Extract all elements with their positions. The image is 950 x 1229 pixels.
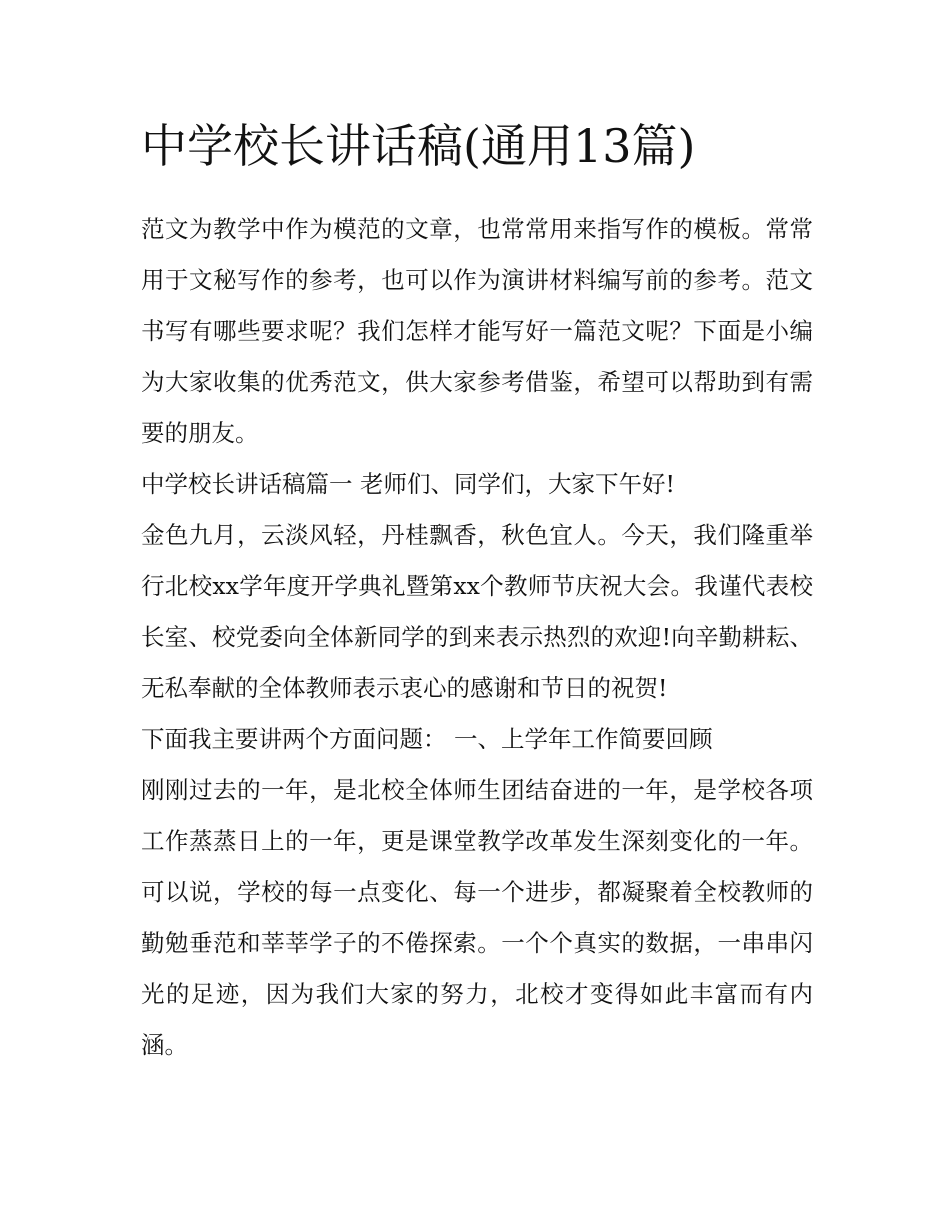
paragraph-greeting: 中学校长讲话稿篇一 老师们、同学们，大家下午好! — [141, 470, 675, 498]
document-body — [141, 112, 813, 1071]
paragraph-opening: 金色九月，云淡风轻，丹桂飘香，秋色宜人。今天，我们隆重举行北校xx学年度开学典礼暨第xx个教师节庆祝大会。我谨代表校长室、校党委向全体新同学的到来表示热烈的欢迎!向辛勤耕耘、无私奉献的全体教师表示衷心的感谢和节日的祝贺! — [141, 521, 813, 702]
paragraph-outline: 下面我主要讲两个方面问题： 一、上学年工作简要回顾 — [141, 725, 713, 753]
document-title: 中学校长讲话稿(通用13篇) — [141, 119, 696, 173]
paragraph-intro: 范文为教学中作为模范的文章，也常常用来指写作的模板。常常用于文秘写作的参考，也可以作为演讲材料编写前的参考。范文书写有哪些要求呢？我们怎样才能写好一篇范文呢？下面是小编为大家收集的优秀范文，供大家参考借鉴，希望可以帮助到有需要的朋友。 — [141, 215, 813, 447]
paragraph-review: 刚刚过去的一年，是北校全体师生团结奋进的一年，是学校各项工作蒸蒸日上的一年，更是课堂教学改革发生深刻变化的一年。可以说，学校的每一点变化、每一个进步，都凝聚着全校教师的勤勉垂范和莘莘学子的不倦探索。一个个真实的数据，一串串闪光的足迹，因为我们大家的努力，北校才变得如此丰富而有内涵。 — [141, 776, 813, 1059]
